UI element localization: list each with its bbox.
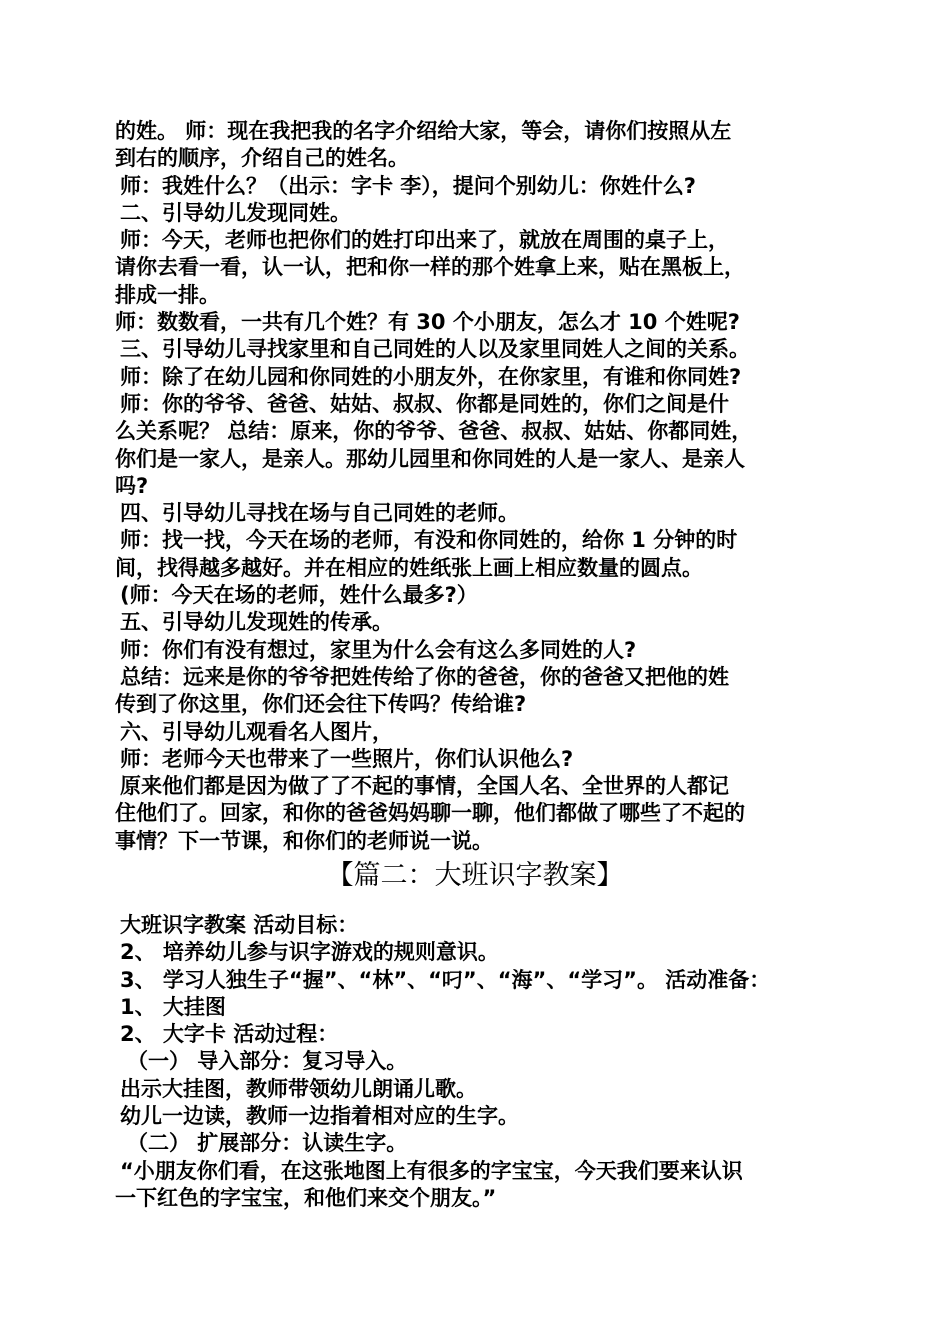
section-title: 二、引导幼儿发现同姓。 xyxy=(120,200,351,225)
section-title: 四、引导幼儿寻找在场与自己同姓的老师。 xyxy=(120,501,519,526)
text-line: 师：老师今天也带来了一些照片，你们认识他么? xyxy=(120,746,574,771)
text-line: 师：除了在幼儿园和你同姓的小朋友外，在你家里，有谁和你同姓? xyxy=(120,364,742,389)
text-line: 住他们了。回家，和你的爸爸妈妈聊一聊，他们都做了哪些了不起的 xyxy=(115,801,745,826)
text-line: 大班识字教案 活动目标： xyxy=(120,913,359,937)
section-title: 五、引导幼儿发现姓的传承。 xyxy=(120,610,393,635)
text-line: 出示大挂图，教师带领幼儿朗诵儿歌。 xyxy=(120,1076,477,1101)
text-line: 一下红色的字宝宝，和他们来交个朋友。” xyxy=(115,1185,497,1210)
text-line: 幼儿一边读，教师一边指着相对应的生字。 xyxy=(120,1104,519,1129)
section-title: （二） 扩展部分：认读生字。 xyxy=(127,1131,408,1156)
text-line: 师：你们有没有想过，家里为什么会有这么多同姓的人? xyxy=(120,637,637,662)
text-line: 传到了你这里，你们还会往下传吗？传给谁? xyxy=(115,692,527,717)
text-line: 间，找得越多越好。并在相应的姓纸张上画上相应数量的圆点。 xyxy=(115,555,703,580)
text-line: 排成一排。 xyxy=(115,282,220,307)
text-line: 到右的顺序，介绍自己的姓名。 xyxy=(115,146,409,171)
text-line: 师：你的爷爷、爸爸、姑姑、叔叔、你都是同姓的，你们之间是什 xyxy=(120,391,729,416)
text-line: 师：找一找，今天在场的老师，有没和你同姓的，给你 1 分钟的时 xyxy=(120,528,738,553)
section-title: 三、引导幼儿寻找家里和自己同姓的人以及家里同姓人之间的关系。 xyxy=(120,337,750,362)
text-line: 师：我姓什么？（出示：字卡 李），提问个别幼儿：你姓什么? xyxy=(120,173,696,198)
lesson-plan-part-two xyxy=(115,912,840,1212)
text-line: (师：今天在场的老师，姓什么最多?） xyxy=(120,583,478,608)
list-item: 2、 大字卡 活动过程： xyxy=(120,1022,339,1047)
lesson-plan-part-one xyxy=(115,118,840,855)
list-item: 3、 学习人独生子“握”、“林”、“叼”、“海”、“学习”。 活动准备： xyxy=(120,967,771,992)
list-item: 1、 大挂图 xyxy=(120,994,226,1019)
text-line: 么关系呢？ 总结：原来，你的爷爷、爸爸、叔叔、姑姑、你都同姓， xyxy=(115,419,753,444)
text-line: 总结：远来是你的爷爷把姓传给了你的爸爸，你的爸爸又把他的姓 xyxy=(120,664,729,689)
text-line: 原来他们都是因为做了了不起的事情，全国人名、全世界的人都记 xyxy=(120,774,729,799)
text-line: 请你去看一看，认一认，把和你一样的那个姓拿上来，贴在黑板上， xyxy=(115,255,745,280)
list-item: 2、 培养幼儿参与识字游戏的规则意识。 xyxy=(120,940,499,965)
section-title: 六、引导幼儿观看名人图片， xyxy=(120,719,393,744)
chapter-heading: 【篇二：大班识字教案】 xyxy=(326,860,624,891)
text-line: “小朋友你们看，在这张地图上有很多的字宝宝，今天我们要来认识 xyxy=(120,1158,743,1183)
section-title: （一） 导入部分：复习导入。 xyxy=(127,1049,408,1074)
text-line: 事情？下一节课，和你们的老师说一说。 xyxy=(115,828,493,853)
text-line: 你们是一家人，是亲人。那幼儿园里和你同姓的人是一家人、是亲人 xyxy=(115,446,745,471)
text-line: 师：数数看，一共有几个姓？有 30 个小朋友，怎么才 10 个姓呢? xyxy=(115,310,740,335)
text-line: 师：今天，老师也把你们的姓打印出来了，就放在周围的桌子上， xyxy=(120,228,729,253)
text-line: 的姓。 师：现在我把我的名字介绍给大家，等会，请你们按照从左 xyxy=(115,119,732,143)
text-line: 吗? xyxy=(115,473,149,498)
